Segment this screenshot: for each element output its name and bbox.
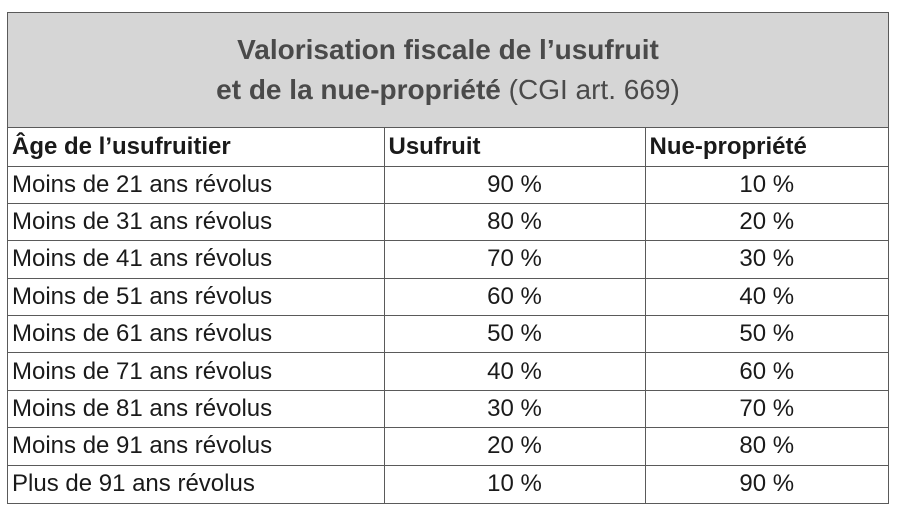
valuation-table [7,12,889,504]
table-row [8,316,888,353]
table-row [8,353,888,390]
cell-nue-propriete: 30 % [645,241,888,278]
cell-age: Moins de 31 ans révolus [8,203,384,240]
cell-age: Plus de 91 ans révolus [8,465,384,502]
cell-usufruit: 40 % [384,353,645,390]
cell-nue-propriete: 50 % [645,316,888,353]
cell-usufruit: 60 % [384,278,645,315]
cell-nue-propriete: 10 % [645,166,888,203]
cell-age: Moins de 91 ans révolus [8,428,384,465]
cell-usufruit: 50 % [384,316,645,353]
table-row [8,166,888,203]
cell-usufruit: 70 % [384,241,645,278]
title-line-1-text: Valorisation fiscale de l’usufruit [237,34,659,65]
header-usufruit: Usufruit [384,128,645,166]
cell-usufruit: 20 % [384,428,645,465]
title-line-2-regular: (CGI art. 669) [508,74,680,105]
title-line-1 [237,30,659,70]
table-title [8,13,888,128]
cell-usufruit: 10 % [384,465,645,502]
cell-nue-propriete: 40 % [645,278,888,315]
cell-nue-propriete: 60 % [645,353,888,390]
cell-nue-propriete: 70 % [645,390,888,427]
cell-usufruit: 90 % [384,166,645,203]
cell-age: Moins de 41 ans révolus [8,241,384,278]
table-row [8,203,888,240]
cell-usufruit: 30 % [384,390,645,427]
cell-age: Moins de 81 ans révolus [8,390,384,427]
cell-usufruit: 80 % [384,203,645,240]
header-age: Âge de l’usufruitier [8,128,384,166]
title-line-2-bold: et de la nue-propriété [216,74,501,105]
cell-nue-propriete: 80 % [645,428,888,465]
cell-age: Moins de 21 ans révolus [8,166,384,203]
cell-age: Moins de 51 ans révolus [8,278,384,315]
header-row [8,128,888,166]
cell-nue-propriete: 20 % [645,203,888,240]
table-row [8,278,888,315]
cell-age: Moins de 71 ans révolus [8,353,384,390]
cell-nue-propriete: 90 % [739,470,795,498]
title-line-2 [216,70,680,110]
data-table [8,128,888,503]
table-row [8,428,888,465]
cell-age: Moins de 61 ans révolus [8,316,384,353]
table-row [8,241,888,278]
table-row [8,390,888,427]
table-row [8,465,888,502]
header-nue-propriete: Nue-propriété [645,128,888,166]
